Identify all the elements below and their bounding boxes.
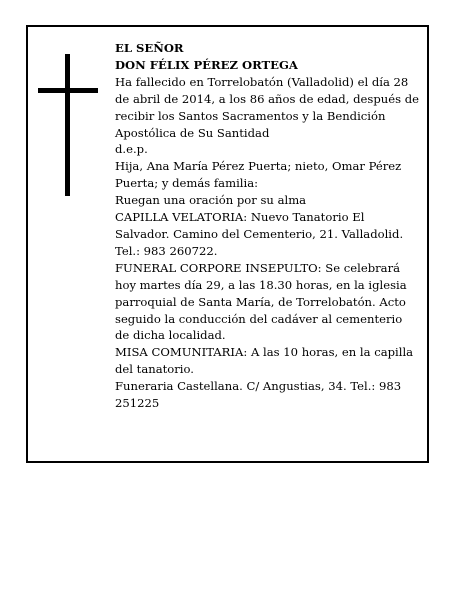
family-list: Hija, Ana María Pérez Puerta; nieto, Omar Pérez Puerta; y demás familia: [115, 159, 402, 191]
funeral-home-info: Funeraria Castellana. C/ Angustias, 34. Tel.: 983 251225 [115, 379, 402, 411]
cross-vertical-bar [65, 54, 70, 196]
title-line-2: DON FÉLIX PÉREZ ORTEGA [115, 57, 298, 72]
title-line-1: EL SEÑOR [115, 41, 184, 55]
latin-cross-icon [38, 54, 98, 196]
prayer-request: Ruegan una oración por su alma [115, 193, 307, 208]
rest-in-peace: d.e.p. [115, 142, 148, 157]
wake-chapel-info: CAPILLA VELATORIA: Nuevo Tanatorio El Salvador. Camino del Cementerio, 21. Valladolid. Tel.: 983 260722. [115, 210, 404, 258]
community-mass-info: MISA COMUNITARIA: A las 10 horas, en la capilla del tanatorio. [115, 345, 414, 377]
obituary-text [115, 40, 420, 412]
funeral-info: FUNERAL CORPORE INSEPULTO: Se celebrará hoy martes día 29, a las 18.30 horas, en la iglesia parroquial de Santa María, de Torrelobatón. Acto seguido la conducción del cadáver al cementerio de dicha localidad. [115, 260, 407, 343]
cross-horizontal-bar [38, 88, 98, 93]
death-announcement: Ha fallecido en Torrelobatón (Valladolid) el día 28 de abril de 2014, a los 86 años de edad, después de recibir los Santos Sacramentos y la Bendición Apostólica de Su Santidad [115, 74, 419, 140]
